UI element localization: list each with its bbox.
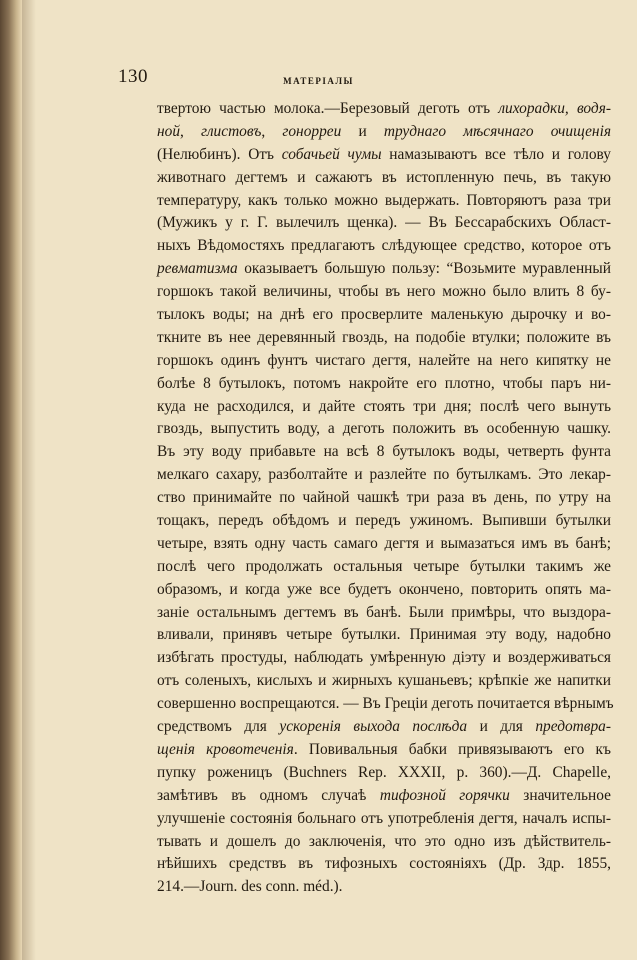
text-line [157,556,611,579]
text-line [157,144,611,167]
text-line [157,762,611,785]
text-run: и для [467,718,536,736]
italic-term: щенія кровотеченія [157,740,294,758]
text-run: ныхъ Вѣдомостяхъ предлагаютъ слѣдующее средство, которое отъ [157,237,611,255]
text-line [157,327,611,350]
text-line [157,235,611,258]
italic-term: ревматизма [157,260,238,278]
text-run: оказываетъ большую пользу: “Возьмите муравленный [237,260,611,278]
text-run: отъ соленыхъ, кислыхъ и жирныхъ кушаньевъ; крѣпкіе же напитки [157,672,611,690]
body-text [157,98,614,899]
text-line [157,670,611,693]
text-run: послѣ чего продолжать остальныя четыре бутылки такимъ же [157,557,611,575]
text-run: четыре, взять одну часть самаго дегтя и вымазаться имъ въ банѣ; [157,534,611,552]
text-line [157,693,614,716]
text-line [157,304,611,327]
text-line [157,647,611,670]
text-run: тывать и дошелъ до заключенія, что это одно изъ дѣйствитель- [157,832,611,850]
text-run: намазываютъ все тѣло и голову [381,145,611,163]
text-line [157,510,611,533]
text-run: тылокъ воды; на днѣ его просверлите маленькую дырочку и во- [157,306,611,324]
text-run: , [180,122,202,140]
text-run: 214.—Journ. des conn. méd.). [157,878,343,896]
text-run: Въ эту воду прибавьте на всѣ 8 бутылокъ воды, четверть фунта [157,443,611,461]
text-run: заніе остальнымъ дегтемъ въ банѣ. Были примѣры, что выздора- [157,603,611,621]
text-line [157,190,611,213]
text-run: горшокъ одинъ фунтъ чистаго дегтя, налейте на него кипятку не [157,351,611,369]
text-run: улучшеніе состоянія больнаго отъ употребленія дегтя, началъ испы- [157,809,611,827]
text-line [157,876,611,899]
text-run: тощакъ, передъ обѣдомъ и передъ ужиномъ. Выпивши бутылки [157,512,611,530]
text-run: избѣгать простуды, наблюдать умѣренную діэту и воздерживаться [157,649,611,667]
spine-shadow [22,0,36,960]
text-line [157,739,611,762]
text-run: ткните въ нее деревянный гвоздь, на подобіе втулки; положите въ [157,328,611,346]
text-line [157,785,611,808]
italic-term: глистовъ [201,122,262,140]
text-line [157,258,611,281]
italic-term: собачьей чумы [281,145,382,163]
text-run: . Повивальныя бабки привязываютъ его къ [293,740,611,758]
text-run: замѣтивъ въ одномъ случаѣ [157,786,380,804]
text-line [157,212,611,235]
text-run: горшокъ такой величины, чтобы въ него можно было влить 8 бу- [157,283,611,301]
text-line [157,716,611,739]
text-run: мелкаго сахару, разболтайте и разлейте по бутылкамъ. Это лекар- [157,466,611,484]
text-run: образомъ, и когда уже все будетъ окончено, повторить опять ма- [157,580,611,598]
text-run: твертою частью молока.—Березовый деготь отъ [157,100,499,117]
text-line [157,533,611,556]
text-run: значительное [509,786,611,804]
text-line [157,808,611,831]
text-line [157,121,611,144]
text-line [157,441,611,464]
text-line [157,350,611,373]
italic-term: ной [157,122,181,140]
text-line [157,464,611,487]
text-run: куда не расходился, и дайте стоять три дня; послѣ чего вынуть [157,397,611,415]
text-line [157,418,611,441]
italic-term: лихорадки, водя- [498,100,611,117]
text-line [157,624,611,647]
book-spine [0,0,22,960]
text-line [157,396,611,419]
text-run: , [261,122,283,140]
text-run: пупку роженицъ (Buchners Rep. XXXII, p. 360).—Д. Chapelle, [157,763,611,781]
text-run: (Мужикъ у г. Г. вылечилъ щенка). — Въ Бессарабскихъ Област- [157,214,611,232]
text-line [157,853,611,876]
italic-term: гонорреи [282,122,342,140]
text-line [157,579,611,602]
italic-term: труднаго мѣсячнаго очищенія [383,122,611,140]
text-line [157,167,611,190]
text-run: вливали, принявъ четыре бутылки. Принимая эту воду, надобно [157,626,611,644]
text-run: ство принимайте по чайной чашкѣ три раза въ день, по утру на [157,489,611,507]
text-run: нѣйшихъ средствъ въ тифозныхъ состояніяхъ (Др. Здр. 1855, [157,855,611,873]
italic-term: предотвра- [535,718,611,736]
text-run: температуру, какъ только можно выдержать. Повторяютъ раза три [157,191,611,209]
text-line [157,831,611,854]
italic-term: ускоренія выхода послѣда [279,718,468,736]
running-head: МАТЕРІАЛЫ [283,76,354,86]
text-run: средствомъ для [157,718,280,736]
text-line [157,281,611,304]
text-line [157,98,611,121]
text-line [157,487,611,510]
text-run: болѣе 8 бутылокъ, потомъ накройте его плотно, чтобы паръ ни- [157,374,611,392]
text-run: совершенно воспрещаются. — Въ Греціи деготь почитается вѣрнымъ [157,695,614,713]
italic-term: тифозной горячки [379,786,510,804]
page-number: 130 [118,66,148,87]
text-run: и [341,122,384,140]
text-line [157,602,611,625]
text-run: животнаго дегтемъ и сажаютъ въ истопленную печь, въ такую [157,168,611,186]
text-line [157,373,611,396]
text-run: (Нелюбинъ). Отъ [157,145,282,163]
text-run: гвоздь, выпустить воду, а деготь положить въ особенную чашку. [157,420,611,438]
